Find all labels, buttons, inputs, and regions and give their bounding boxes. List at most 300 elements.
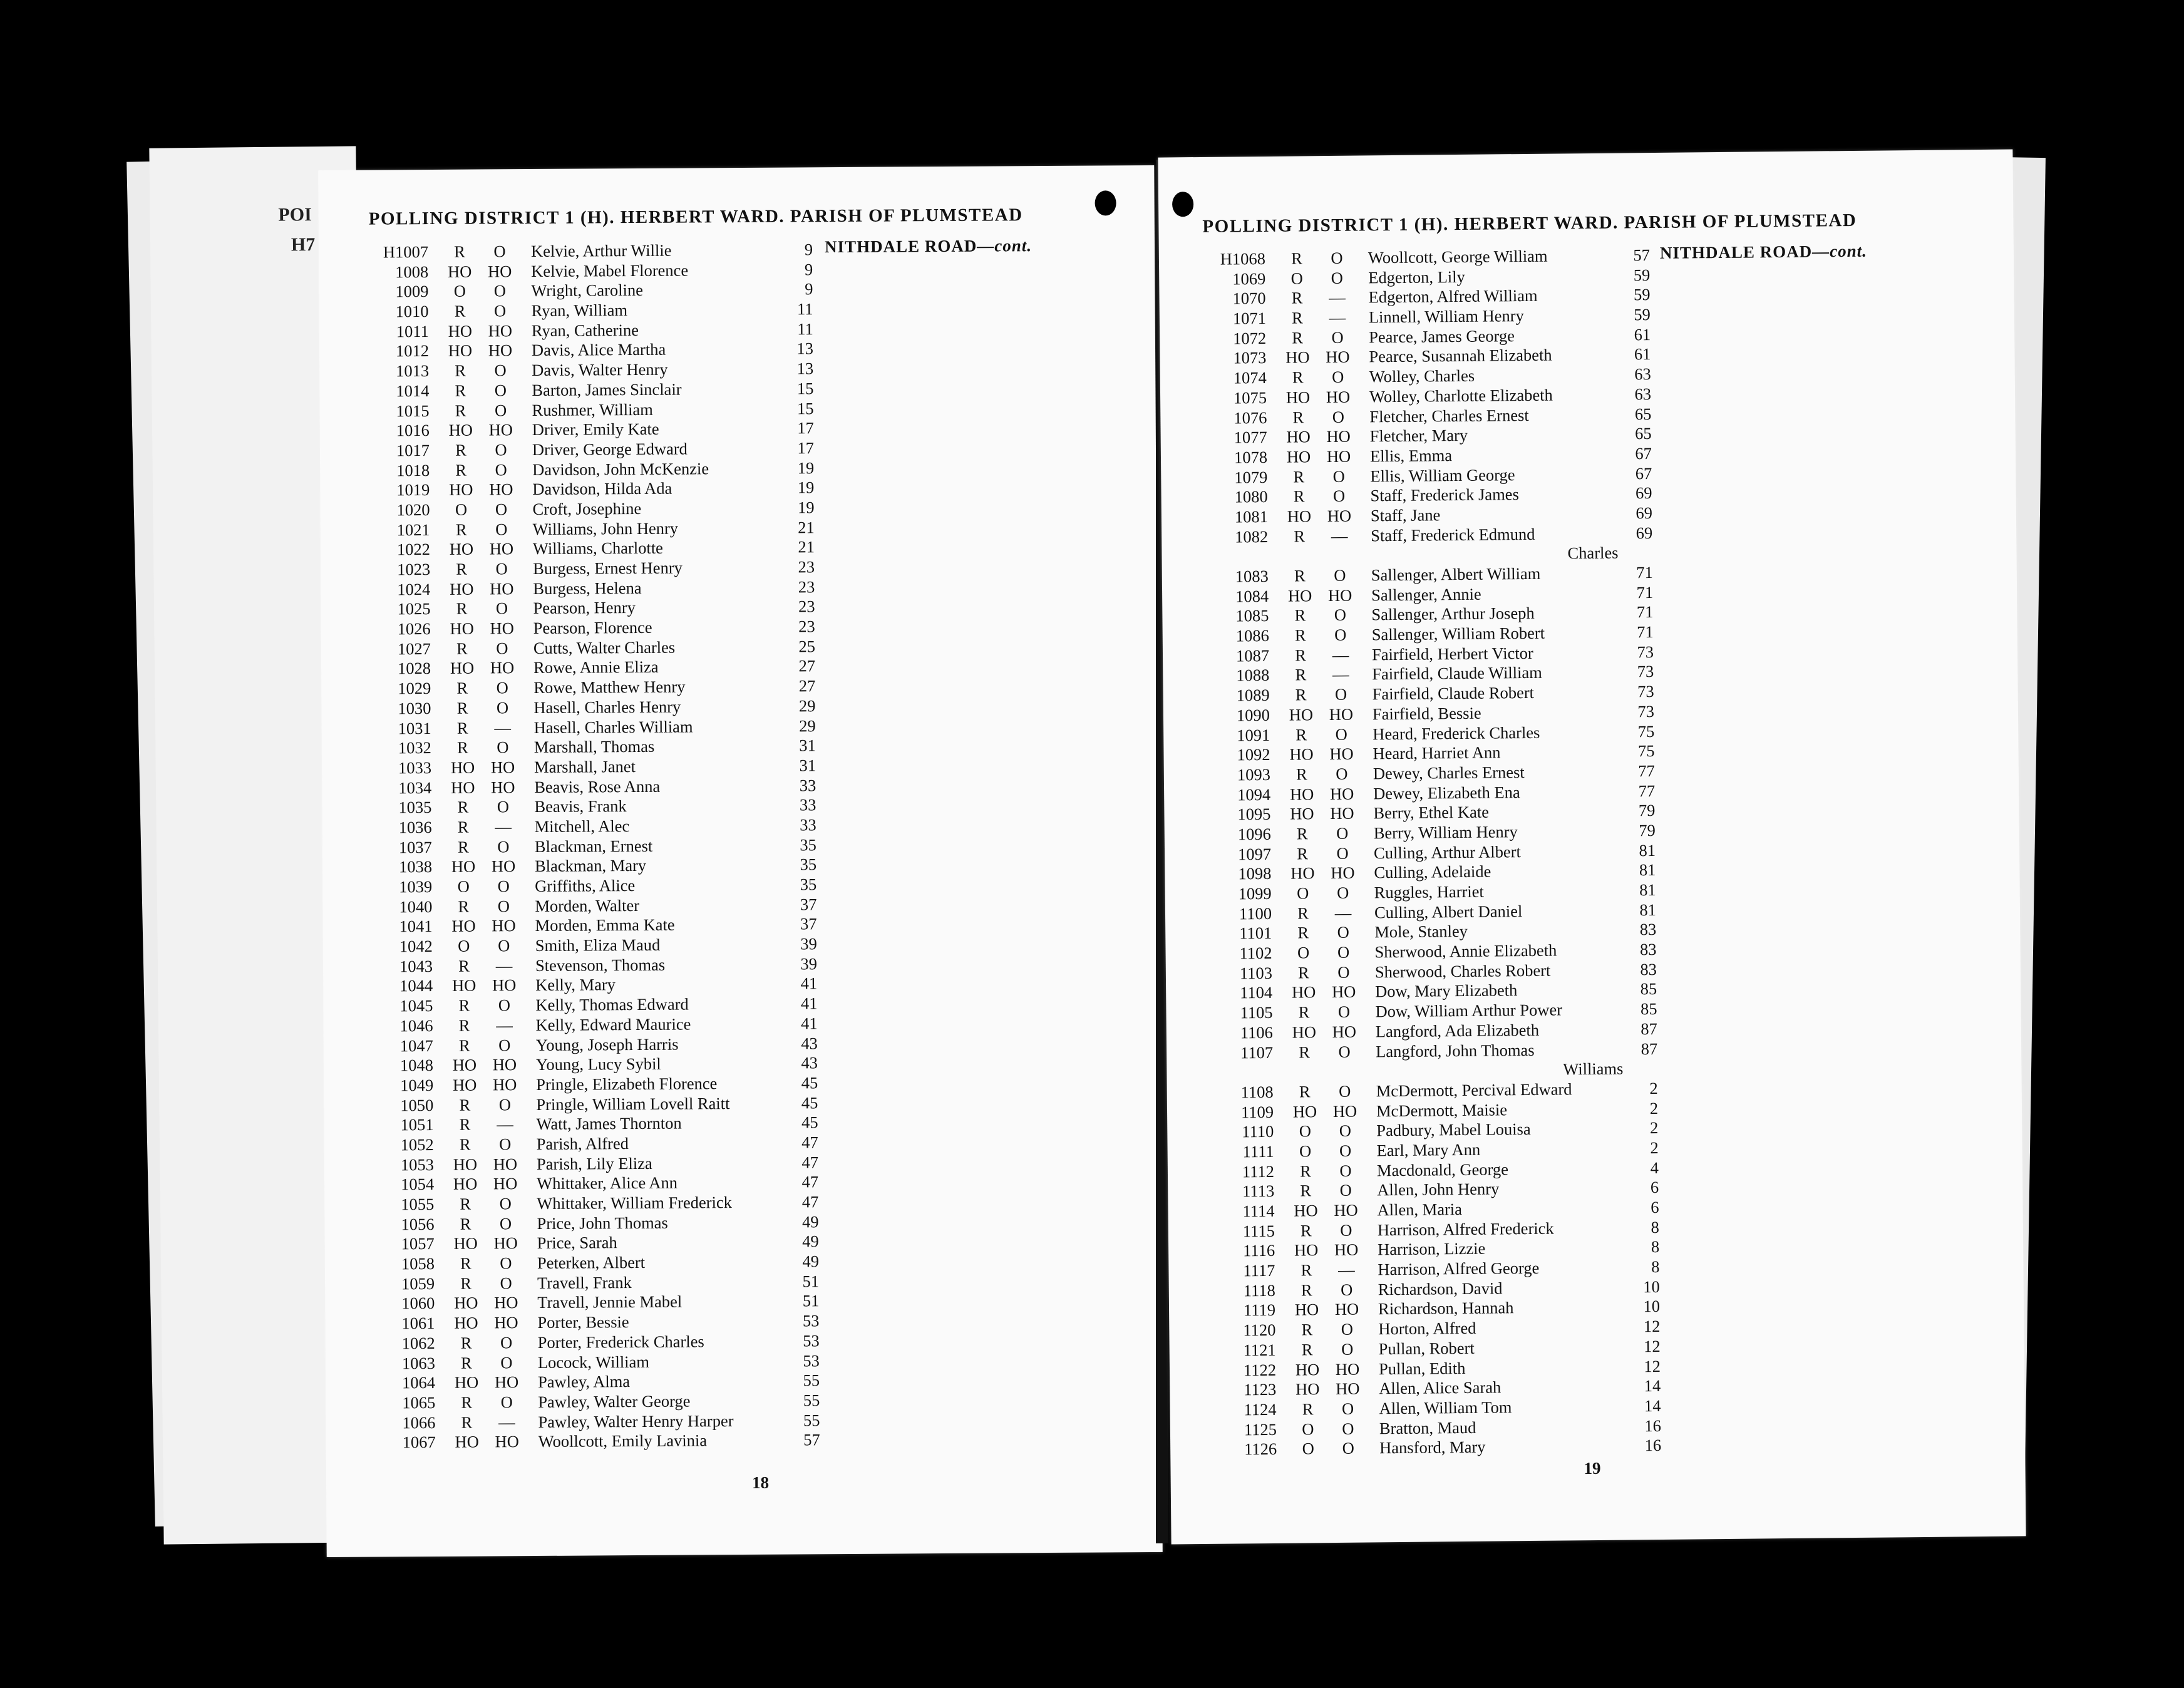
elector-name: Harrison, Alfred George (1378, 1258, 1540, 1279)
elector-number: 1047 (399, 1036, 433, 1055)
elector-name: Sallenger, Annie (1371, 584, 1481, 605)
elector-name: Williams, Charlotte (532, 538, 663, 558)
qualification-residence: R (458, 1016, 470, 1035)
elector-name: Morden, Walter (535, 895, 640, 915)
qualification-occupation: O (1334, 565, 1346, 585)
house-number: 39 (800, 954, 818, 974)
house-number: 31 (799, 756, 816, 775)
elector-name: Harrison, Alfred Frederick (1377, 1218, 1554, 1240)
qualification-occupation: O (1342, 1438, 1354, 1458)
qualification-residence: HO (450, 659, 475, 678)
elector-name: Dewey, Elizabeth Ena (1373, 782, 1520, 803)
elector-number: 1029 (398, 679, 431, 698)
elector-name: Kelly, Edward Maurice (535, 1014, 691, 1034)
house-number: 23 (798, 577, 815, 597)
elector-number: 1046 (399, 1016, 433, 1036)
elector-number: 1034 (398, 778, 432, 797)
qualification-occupation: HO (494, 1372, 519, 1392)
table-row (356, 718, 816, 740)
elector-name: Allen, William Tom (1379, 1397, 1512, 1418)
house-number: 9 (804, 240, 813, 259)
qualification-residence: O (1302, 1439, 1314, 1458)
qualification-occupation: O (500, 1392, 513, 1412)
elector-number: 1041 (399, 917, 433, 936)
elector-number: 1078 (1234, 447, 1268, 467)
street-name: NITHDALE ROAD (824, 236, 977, 257)
elector-name: Fletcher, Mary (1369, 426, 1468, 446)
qualification-residence: R (1297, 963, 1309, 982)
qualification-occupation: HO (488, 261, 512, 281)
table-row (355, 519, 815, 542)
house-number: 21 (798, 537, 815, 557)
qualification-residence: HO (1295, 1359, 1320, 1379)
qualification-residence: R (1300, 1181, 1312, 1200)
qualification-occupation: HO (492, 1055, 517, 1074)
elector-name: Ryan, Catherine (531, 320, 639, 340)
elector-name: Morden, Emma Kate (535, 915, 675, 935)
table-row (358, 935, 817, 958)
elector-name: Cutts, Walter Charles (533, 637, 676, 657)
elector-name: Culling, Arthur Albert (1373, 841, 1522, 862)
elector-name: Peterken, Albert (537, 1253, 646, 1273)
elector-number: 1023 (397, 560, 431, 579)
qualification-occupation: HO (493, 1154, 518, 1174)
elector-name: Pearson, Henry (533, 598, 636, 618)
house-number: 41 (800, 1014, 818, 1033)
qualification-residence: R (1295, 685, 1307, 704)
table-row (359, 1293, 819, 1315)
elector-number: 1089 (1236, 686, 1270, 705)
elector-number: 1069 (1232, 269, 1266, 289)
qualification-occupation: O (497, 836, 510, 856)
elector-number: 1061 (401, 1314, 435, 1333)
qualification-residence: HO (1285, 347, 1310, 368)
elector-number: 1116 (1242, 1241, 1275, 1260)
house-number: 10 (1643, 1297, 1661, 1316)
house-number: 41 (800, 974, 818, 993)
qualification-residence: HO (1289, 705, 1314, 724)
qualification-residence: R (461, 1413, 473, 1432)
qualification-occupation: — (1332, 645, 1349, 664)
qualification-residence: R (1296, 824, 1308, 843)
table-row (356, 777, 816, 800)
qualification-residence: HO (1286, 427, 1311, 446)
house-number: 14 (1644, 1376, 1661, 1396)
elector-name: Dow, William Arthur Power (1375, 1000, 1563, 1021)
elector-number: 1058 (401, 1254, 435, 1274)
under-page-fragment: H7 (291, 234, 316, 255)
qualification-residence: HO (454, 1294, 478, 1313)
qualification-residence: HO (1292, 1022, 1317, 1042)
page-number: 18 (751, 1473, 770, 1492)
qualification-residence: HO (455, 1432, 479, 1452)
street-heading (1660, 242, 1867, 263)
table-row (354, 400, 814, 423)
elector-name: Pearce, James George (1369, 326, 1515, 347)
qualification-residence: HO (451, 857, 476, 877)
qualification-residence: R (456, 639, 468, 658)
qualification-occupation: — (494, 718, 512, 737)
qualification-occupation: HO (493, 1174, 518, 1193)
qualification-occupation: HO (1329, 784, 1354, 803)
house-number: 47 (801, 1192, 819, 1212)
elector-number: 1033 (398, 758, 432, 778)
elector-number: 1086 (1235, 625, 1269, 646)
qualification-occupation: O (1334, 625, 1347, 644)
house-number: 81 (1639, 840, 1656, 860)
elector-name: Travell, Jennie Mabel (537, 1292, 682, 1312)
elector-name: Bratton, Maud (1379, 1418, 1476, 1438)
qualification-residence: R (460, 1253, 471, 1273)
elector-name: Edgerton, Alfred William (1368, 286, 1538, 307)
qualification-residence: HO (1294, 1240, 1319, 1260)
elector-number: 1081 (1234, 507, 1269, 527)
table-row (356, 737, 816, 759)
house-number: 53 (803, 1351, 820, 1370)
elector-number: 1020 (396, 500, 430, 520)
house-number: 27 (798, 656, 816, 676)
page-header: POLLING DISTRICT 1 (H). HERBERT WARD. PARISH OF PLUMSTEAD (1202, 210, 1857, 237)
qualification-residence: HO (450, 758, 475, 777)
elector-number: 1049 (400, 1075, 434, 1095)
table-row (360, 1352, 820, 1375)
elector-number: 1109 (1240, 1102, 1274, 1121)
qualification-residence: R (1290, 249, 1302, 268)
table-row (356, 658, 815, 681)
elector-name: Beavis, Rose Anna (534, 776, 661, 796)
elector-number: 1101 (1239, 924, 1272, 943)
table-row (354, 480, 814, 502)
elector-name: Fairfield, Herbert Victor (1371, 643, 1533, 664)
table-row (358, 995, 817, 1017)
qualification-occupation: HO (491, 777, 515, 796)
qualification-residence: HO (448, 420, 473, 440)
qualification-occupation: HO (488, 341, 513, 360)
elector-number: H1007 (383, 242, 429, 262)
elector-number: 1112 (1242, 1161, 1275, 1181)
elector-name: Staff, Jane (1370, 505, 1441, 525)
elector-name: Marshall, Janet (533, 756, 636, 776)
qualification-residence: R (1297, 903, 1309, 923)
table-row (355, 539, 815, 562)
qualification-residence: R (456, 559, 468, 579)
qualification-occupation: O (500, 1273, 512, 1293)
house-number: 25 (798, 637, 815, 656)
elector-number: 1125 (1244, 1419, 1277, 1439)
qualification-residence: R (456, 599, 468, 619)
elector-name: Hasell, Charles Henry (533, 697, 681, 717)
qualification-residence: O (455, 500, 468, 519)
house-number: 6 (1651, 1197, 1659, 1217)
qualification-occupation: O (499, 1194, 512, 1213)
elector-number: 1037 (398, 837, 432, 857)
elector-number: 1031 (398, 718, 431, 738)
house-number: 59 (1633, 265, 1651, 285)
page-header: POLLING DISTRICT 1 (H). HERBERT WARD. PARISH OF PLUMSTEAD (368, 205, 1023, 229)
qualification-occupation: O (493, 242, 506, 261)
elector-number: 1075 (1233, 388, 1267, 408)
binding-hole (1172, 192, 1193, 217)
qualification-residence: R (1298, 1002, 1310, 1022)
house-number: 12 (1644, 1336, 1661, 1356)
house-number: 8 (1651, 1237, 1660, 1257)
table-row (358, 1035, 818, 1058)
qualification-occupation: HO (488, 321, 513, 341)
elector-number: 1117 (1243, 1260, 1275, 1280)
elector-name: Stevenson, Thomas (535, 955, 666, 975)
elector-name: Berry, William Henry (1373, 822, 1518, 843)
elector-name: Dewey, Charles Ernest (1373, 762, 1525, 783)
elector-name: Heard, Frederick Charles (1373, 723, 1540, 743)
elector-name: Blackman, Mary (534, 856, 647, 876)
qualification-residence: HO (449, 539, 474, 559)
elector-name: Driver, Emily Kate (532, 419, 659, 440)
qualification-residence: R (458, 996, 470, 1015)
elector-number: 1066 (402, 1413, 436, 1432)
table-row (361, 1431, 820, 1454)
qualification-occupation: HO (491, 857, 516, 876)
qualification-occupation: O (499, 1213, 512, 1233)
qualification-occupation: — (496, 1016, 513, 1035)
elector-number: 1057 (401, 1234, 435, 1253)
qualification-residence: R (461, 1392, 473, 1412)
elector-name: Rowe, Matthew Henry (533, 677, 686, 697)
elector-name: Woollcott, George William (1368, 246, 1548, 267)
qualification-residence: R (1297, 923, 1309, 942)
table-row (353, 281, 813, 304)
qualification-occupation: HO (490, 758, 515, 777)
house-number: 63 (1634, 384, 1652, 404)
qualification-occupation: O (497, 738, 509, 757)
table-row (354, 321, 813, 343)
qualification-occupation: HO (490, 658, 515, 677)
table-row (354, 419, 814, 442)
elector-name: Parish, Lily Eliza (536, 1153, 652, 1173)
elector-number: 1077 (1234, 428, 1267, 447)
house-number: 15 (796, 379, 814, 398)
qualification-occupation: O (1332, 466, 1346, 486)
qualification-occupation: HO (493, 1233, 518, 1253)
qualification-residence: HO (453, 1174, 478, 1194)
qualification-residence: O (1299, 1121, 1312, 1141)
elector-name: Linnell, William Henry (1368, 306, 1524, 327)
qualification-occupation: HO (1335, 1359, 1360, 1379)
qualification-residence: HO (450, 579, 474, 599)
qualification-residence: O (1290, 269, 1303, 288)
house-number: 57 (1633, 245, 1651, 265)
elector-number: 1073 (1233, 348, 1267, 368)
qualification-occupation: O (1341, 1280, 1353, 1299)
elector-name: Travell, Frank (537, 1272, 632, 1292)
qualification-residence: HO (453, 1155, 478, 1174)
elector-name: Horton, Alfred (1378, 1318, 1476, 1339)
house-number: 9 (804, 259, 813, 279)
elector-number: 1115 (1242, 1221, 1275, 1241)
house-number: 45 (801, 1113, 818, 1132)
house-number: 35 (800, 875, 817, 894)
qualification-occupation: HO (1334, 1240, 1359, 1260)
house-number: 17 (797, 438, 815, 458)
table-row (359, 1193, 818, 1216)
qualification-occupation: HO (1336, 1379, 1360, 1399)
elector-number: 1019 (396, 480, 430, 500)
house-number: 83 (1639, 920, 1657, 939)
house-number: 85 (1640, 999, 1657, 1019)
qualification-residence: HO (1287, 507, 1312, 526)
qualification-occupation: HO (492, 916, 516, 935)
elector-number: 1098 (1238, 864, 1272, 883)
qualification-occupation: — (1338, 1260, 1355, 1279)
elector-name: Whittaker, Alice Ann (537, 1173, 678, 1193)
house-number: 43 (801, 1033, 818, 1052)
elector-name: McDermott, Percival Edward (1376, 1079, 1572, 1101)
house-number: 77 (1638, 781, 1656, 800)
qualification-occupation: O (495, 500, 508, 519)
elector-name: Sallenger, William Robert (1371, 623, 1545, 644)
house-number: 2 (1649, 1098, 1659, 1118)
house-number: 77 (1638, 761, 1655, 781)
elector-number: 1044 (399, 976, 433, 996)
table-row (359, 1312, 819, 1335)
qualification-occupation: — (1331, 526, 1348, 545)
house-number: 87 (1641, 1019, 1657, 1039)
qualification-occupation: HO (489, 480, 513, 499)
qualification-residence: O (1297, 943, 1310, 962)
elector-name: Davis, Walter Henry (532, 359, 668, 380)
elector-number: 1022 (396, 540, 431, 559)
qualification-occupation: O (1331, 327, 1344, 347)
qualification-occupation: O (1332, 486, 1346, 506)
table-row (353, 241, 813, 264)
qualification-residence: R (1295, 646, 1307, 665)
elector-number: 1097 (1237, 844, 1272, 864)
qualification-occupation: O (1332, 367, 1344, 387)
qualification-occupation: O (1335, 724, 1347, 744)
table-row (355, 599, 815, 621)
elector-name-continuation: Williams (1563, 1059, 1624, 1079)
house-number: 35 (800, 855, 817, 874)
elector-number: 1093 (1237, 764, 1271, 785)
elector-name: Allen, Maria (1377, 1200, 1463, 1220)
elector-number: 1017 (396, 440, 430, 460)
elector-number: 1014 (396, 381, 430, 401)
qualification-residence: R (455, 401, 466, 420)
qualification-residence: R (1299, 1042, 1311, 1062)
house-number: 81 (1639, 880, 1656, 900)
qualification-residence: HO (450, 619, 474, 638)
qualification-residence: R (456, 678, 468, 697)
qualification-residence: HO (452, 1075, 477, 1094)
elector-number: 1096 (1237, 824, 1271, 844)
street-suffix: —cont. (977, 236, 1033, 255)
elector-number: 1126 (1244, 1439, 1277, 1459)
qualification-residence: HO (454, 1313, 478, 1332)
qualification-occupation: HO (1331, 863, 1355, 883)
qualification-residence: R (460, 1353, 472, 1372)
elector-number: 1059 (401, 1274, 435, 1294)
elector-name: Williams, John Henry (532, 518, 679, 538)
qualification-residence: HO (1294, 1300, 1319, 1320)
qualification-residence: R (455, 381, 466, 400)
qualification-residence: R (459, 1135, 471, 1154)
elector-number: 1091 (1237, 725, 1270, 744)
house-number: 55 (803, 1391, 820, 1410)
qualification-occupation: O (494, 381, 507, 400)
qualification-residence: R (1302, 1399, 1314, 1419)
qualification-occupation: O (494, 361, 507, 380)
elector-number: 1123 (1244, 1380, 1277, 1399)
elector-number: 1065 (402, 1392, 436, 1413)
qualification-occupation: O (495, 440, 507, 460)
table-row (359, 1213, 818, 1236)
elector-name: Whittaker, William Frederick (537, 1193, 733, 1213)
qualification-occupation: HO (494, 1313, 518, 1332)
qualification-residence: HO (451, 778, 475, 797)
house-number: 71 (1636, 582, 1654, 602)
house-number: 11 (797, 319, 813, 339)
elector-name: Mole, Stanley (1374, 922, 1468, 942)
qualification-occupation: O (498, 936, 510, 955)
qualification-residence: HO (1292, 1101, 1317, 1121)
elector-name: Davis, Alice Martha (531, 340, 666, 360)
house-number: 14 (1644, 1396, 1661, 1416)
elector-number: 1045 (399, 996, 433, 1016)
house-number: 33 (799, 775, 816, 795)
qualification-occupation: HO (1334, 1300, 1359, 1319)
house-number: 19 (797, 458, 815, 477)
qualification-occupation: HO (490, 579, 514, 599)
house-number: 73 (1637, 682, 1654, 701)
qualification-residence: R (456, 698, 468, 718)
qualification-residence: R (459, 1114, 471, 1134)
house-number: 17 (797, 418, 814, 438)
table-row (358, 955, 817, 978)
house-number: 61 (1634, 324, 1651, 344)
elector-name: Burgess, Helena (533, 578, 642, 598)
qualification-occupation: HO (1332, 1101, 1357, 1121)
elector-number: 1103 (1239, 963, 1273, 983)
house-number: 61 (1634, 344, 1651, 364)
house-number: 23 (798, 617, 815, 636)
table-row (356, 697, 815, 720)
qualification-residence: R (1300, 1221, 1312, 1240)
right-page (1158, 149, 2026, 1544)
elector-name: Pawley, Walter Henry Harper (538, 1411, 734, 1431)
qualification-occupation: O (1336, 843, 1349, 863)
elector-number: 1104 (1240, 983, 1273, 1002)
house-number: 19 (797, 498, 815, 517)
qualification-residence: R (1295, 724, 1307, 744)
elector-number: 1122 (1243, 1360, 1277, 1379)
elector-name: McDermott, Maisie (1376, 1099, 1508, 1120)
qualification-residence: R (1294, 566, 1306, 585)
table-row (358, 1074, 818, 1097)
elector-number: 1105 (1240, 1003, 1273, 1022)
house-number: 12 (1644, 1356, 1661, 1376)
elector-name: Barton, James Sinclair (532, 379, 682, 399)
table-row (360, 1332, 820, 1355)
qualification-residence: HO (1289, 744, 1314, 764)
elector-number: 1088 (1236, 666, 1270, 685)
elector-name: Staff, Frederick Edmund (1371, 524, 1535, 545)
elector-name: Staff, Frederick James (1370, 485, 1519, 505)
qualification-residence: R (457, 797, 469, 817)
elector-number: 1050 (400, 1095, 434, 1114)
qualification-occupation: O (1332, 407, 1345, 426)
qualification-residence: R (1299, 1082, 1311, 1101)
table-row (358, 916, 817, 939)
elector-number: 1111 (1242, 1141, 1274, 1161)
